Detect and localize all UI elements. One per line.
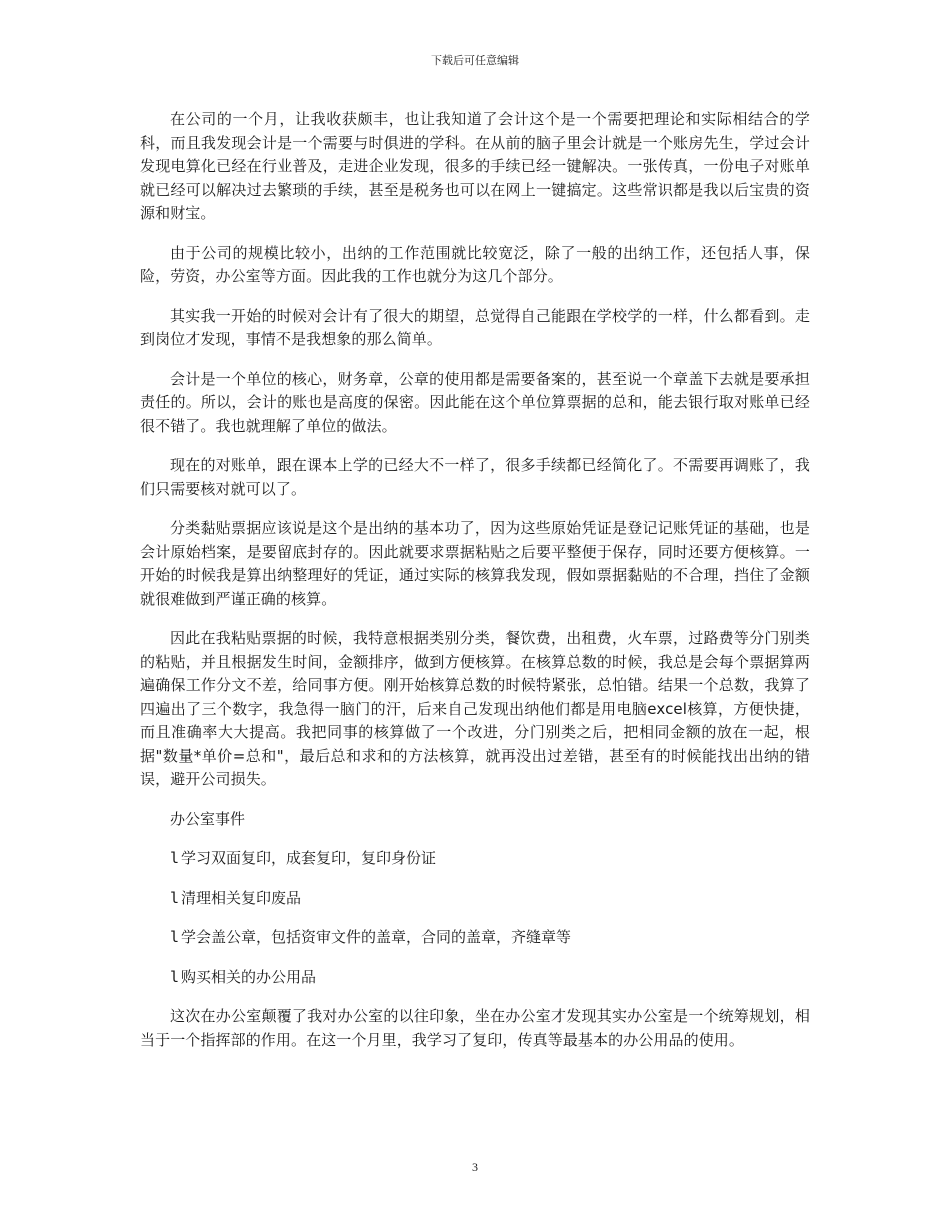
list-item <box>140 966 810 990</box>
list-item <box>140 926 810 950</box>
paragraph-7: 因此在我粘贴票据的时候，我特意根据类别分类，餐饮费，出租费，火车票，过路费等分门别类的粘贴，并且根据发生时间，金额排序，做到方便核算。在核算总数的时候，我总是会每个票据算两遍确保工作分文不差，给同事方便。刚开始核算总数的时候特紧张，总怕错。结果一个总数，我算了四遍出了三个数字，我急得一脑门的汗，后来自己发现出纳他们都是用电脑excel核算，方便快捷，而且准确率大大提高。我把同事的核算做了一个改进，分门别类之后，把相同金额的放在一起，根据"数量*单价=总和"，最后总和求和的方法核算，就再没出过差错，甚至有的时候能找出出纳的错误，避开公司损失。 <box>140 629 810 788</box>
list-item-text: 购买相关的办公用品 <box>181 967 317 986</box>
bullet-mark: l <box>170 849 180 867</box>
list-item <box>140 847 810 871</box>
paragraph-4: 会计是一个单位的核心，财务章，公章的使用都是需要备案的，甚至说一个章盖下去就是要承担责任的。所以，会计的账也是高度的保密。因此能在这个单位算票据的总和，能去银行取对账单已经很不错了。我也就理解了单位的做法。 <box>140 369 810 435</box>
bullet-mark: l <box>170 888 180 907</box>
bullet-mark: l <box>170 967 180 986</box>
section-title: 办公室事件 <box>170 809 246 828</box>
list-item-text: 清理相关复印废品 <box>181 888 302 907</box>
list-item-text: 学习双面复印，成套复印，复印身份证 <box>181 849 437 867</box>
paragraph-2: 由于公司的规模比较小，出纳的工作范围就比较宽泛，除了一般的出纳工作，还包括人事，保险，劳资，办公室等方面。因此我的工作也就分为这几个部分。 <box>140 243 810 285</box>
paragraph-1: 在公司的一个月，让我收获颇丰，也让我知道了会计这个是一个需要把理论和实际相结合的学科，而且我发现会计是一个需要与时俱进的学科。在从前的脑子里会计就是一个账房先生，学过会计发现电算化已经在行业普及，走进企业发现，很多的手续已经一键解决。一张传真，一份电子对账单就已经可以解决过去繁琐的手续，甚至是税务也可以在网上一键搞定。这些常识都是我以后宝贵的资源和财宝。 <box>140 110 810 222</box>
paragraph-5: 现在的对账单，跟在课本上学的已经大不一样了，很多手续都已经简化了。不需要再调账了，我们只需要核对就可以了。 <box>140 456 810 498</box>
list-item <box>140 887 810 911</box>
bullet-mark: l <box>170 928 180 946</box>
paragraph-6: 分类黏贴票据应该说是这个是出纳的基本功了，因为这些原始凭证是登记记账凭证的基础，也是会计原始档案，是要留底封存的。因此就要求票据粘贴之后要平整便于保存，同时还要方便核算。一开始的时候我是算出纳整理好的凭证，通过实际的核算我发现，假如票据黏贴的不合理，挡住了金额就很难做到严谨正确的核算。 <box>140 519 810 608</box>
closing-paragraph: 这次在办公室颠覆了我对办公室的以往印象，坐在办公室才发现其实办公室是一个统筹规划，相当于一个指挥部的作用。在这一个月里，我学习了复印，传真等最基本的办公用品的使用。 <box>140 1007 810 1049</box>
list-item-text: 学会盖公章，包括资审文件的盖章，合同的盖章，齐缝章等 <box>181 928 572 946</box>
page-number: 3 <box>472 1160 478 1174</box>
document-body <box>140 108 810 1068</box>
paragraph-3: 其实我一开始的时候对会计有了很大的期望，总觉得自己能跟在学校学的一样，什么都看到。走到岗位才发现，事情不是我想象的那么简单。 <box>140 306 810 348</box>
page-header: 下载后可任意编辑 <box>431 54 519 67</box>
